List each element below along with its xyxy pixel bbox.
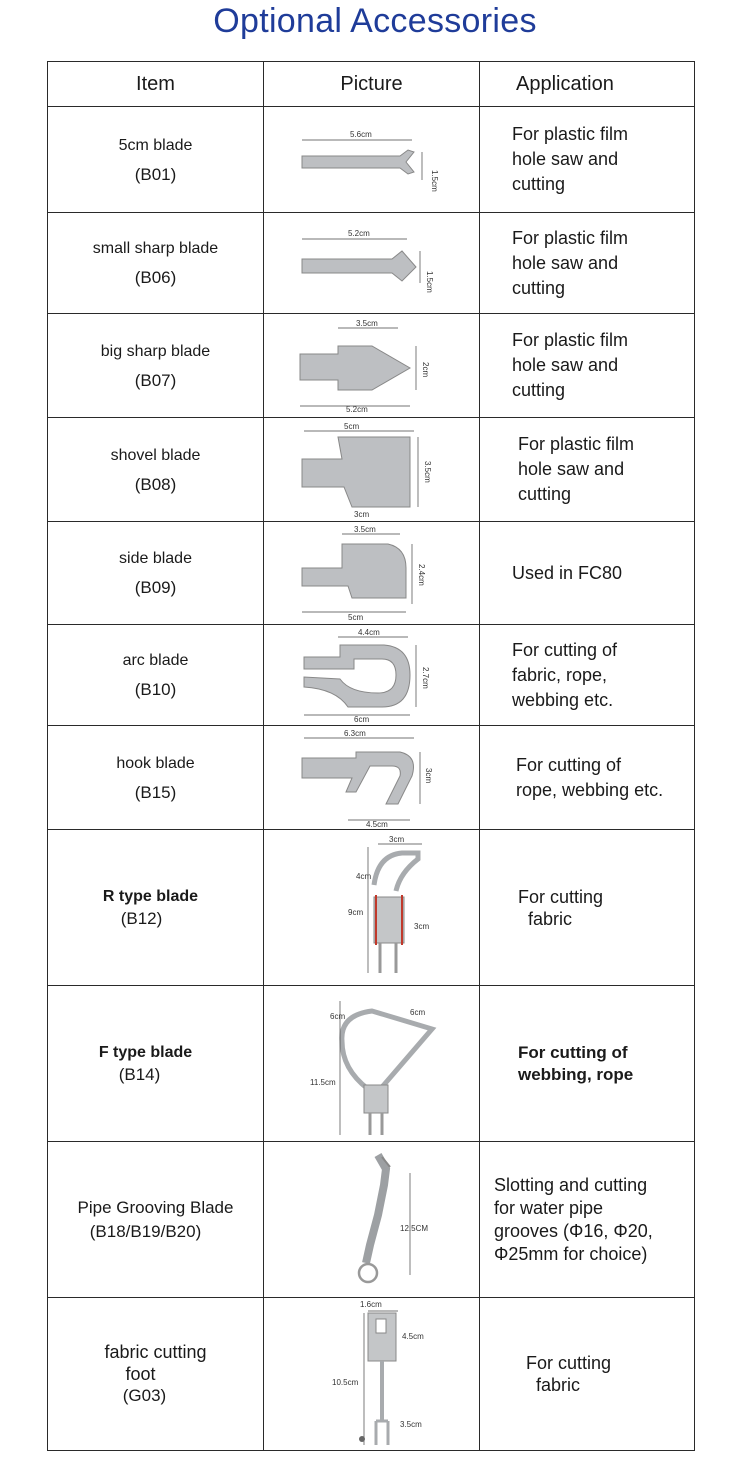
item-cell	[48, 726, 264, 830]
application-cell	[480, 522, 695, 625]
header-picture: Picture	[264, 62, 480, 107]
item-code: (B10)	[134, 680, 177, 699]
dim-label: 5cm	[347, 613, 363, 622]
item-code: (B09)	[134, 578, 177, 597]
application-line: for water pipe	[494, 1197, 604, 1218]
item-cell	[48, 986, 264, 1142]
dim-label: 1.5cm	[424, 271, 434, 293]
picture-cell	[264, 418, 480, 522]
dim-label: 5.2cm	[345, 404, 368, 414]
application-cell	[480, 1142, 695, 1298]
item-code: (B06)	[134, 268, 177, 287]
application-cell	[480, 107, 695, 213]
small-sharp-blade-icon	[282, 223, 462, 303]
dim-label: 3.5cm	[422, 460, 432, 483]
application-cell	[480, 418, 695, 522]
dim-label: 3cm	[388, 834, 404, 844]
application-line: rope, webbing etc.	[516, 779, 664, 800]
dim-label: 3cm	[413, 921, 429, 931]
item-code: (B07)	[134, 370, 177, 390]
picture-cell	[264, 522, 480, 625]
fabric-cutting-foot-icon	[282, 1299, 462, 1449]
application-line: cutting	[512, 380, 566, 400]
application-line: fabric, rope,	[512, 664, 608, 685]
application-line: For cutting of	[516, 754, 622, 775]
dim-label: 1.6cm	[359, 1300, 382, 1309]
item-code: (B18/B19/B20)	[89, 1221, 202, 1241]
application-cell	[480, 314, 695, 418]
dim-label: 2cm	[420, 361, 430, 377]
dim-label: 4.5cm	[401, 1332, 424, 1341]
picture-cell	[264, 1298, 480, 1451]
dim-label: 1.5cm	[429, 169, 439, 192]
picture-cell	[264, 986, 480, 1142]
application-line: hole saw and	[512, 252, 619, 273]
table-row	[48, 213, 695, 314]
item-cell	[48, 213, 264, 314]
dim-label: 12.5CM	[399, 1223, 428, 1233]
picture-cell	[264, 726, 480, 830]
table-row	[48, 418, 695, 522]
application-line: For plastic film	[512, 124, 629, 144]
picture-cell	[264, 625, 480, 726]
item-cell	[48, 314, 264, 418]
application-line: Used in FC80	[512, 562, 623, 583]
item-code: (B01)	[134, 164, 177, 184]
item-cell	[48, 107, 264, 213]
side-blade-icon	[282, 524, 462, 622]
application-line: For cutting of	[518, 1042, 628, 1062]
application-line: hole saw and	[512, 355, 619, 375]
table-row	[48, 522, 695, 625]
item-name: F type blade	[98, 1043, 193, 1061]
hook-blade-icon	[282, 728, 462, 828]
item-cell	[48, 830, 264, 986]
application-line: For cutting of	[512, 639, 618, 660]
application-cell	[480, 1298, 695, 1451]
dim-label: 3cm	[353, 509, 369, 519]
arc-blade-icon	[282, 627, 462, 723]
application-line: cutting	[512, 174, 566, 194]
application-cell	[480, 625, 695, 726]
item-code: (G03)	[122, 1386, 167, 1405]
big-sharp-blade-icon	[282, 318, 462, 414]
dim-label: 10.5cm	[331, 1378, 358, 1387]
item-code: (B15)	[134, 782, 177, 802]
item-name: hook blade	[116, 754, 195, 772]
5cm-blade-icon	[282, 120, 462, 200]
application-line: cutting	[512, 277, 566, 298]
dim-label: 3.5cm	[399, 1420, 422, 1429]
application-line: hole saw and	[518, 459, 625, 479]
shovel-blade-icon	[282, 421, 462, 519]
dim-label: 5.2cm	[347, 229, 370, 238]
dim-label: 6cm	[353, 715, 369, 723]
picture-cell	[264, 830, 480, 986]
dim-label: 6.3cm	[343, 728, 366, 738]
table-row	[48, 1142, 695, 1298]
picture-cell	[264, 1142, 480, 1298]
dim-label: 6cm	[409, 1007, 425, 1017]
table-row	[48, 625, 695, 726]
picture-cell	[264, 107, 480, 213]
application-line: cutting	[518, 484, 572, 504]
item-code: (B12)	[120, 908, 163, 928]
application-line: For cutting	[526, 1353, 612, 1373]
application-cell	[480, 830, 695, 986]
table-row	[48, 107, 695, 213]
dim-label: 3.5cm	[353, 525, 376, 534]
item-cell	[48, 418, 264, 522]
item-name: Pipe Grooving Blade	[77, 1197, 234, 1217]
dim-label: 4.5cm	[365, 819, 388, 828]
application-line: fabric	[528, 908, 573, 929]
application-line: hole saw and	[512, 149, 619, 169]
pipe-grooving-blade-icon	[282, 1145, 462, 1295]
application-cell	[480, 213, 695, 314]
application-line: fabric	[536, 1375, 581, 1395]
item-name-line2: foot	[125, 1364, 156, 1384]
application-line: For plastic film	[518, 434, 635, 454]
dim-label: 2.7cm	[420, 667, 430, 689]
application-line: grooves (Φ16, Φ20,	[494, 1220, 653, 1241]
application-cell	[480, 986, 695, 1142]
f-type-blade-icon	[282, 989, 462, 1139]
header-item: Item	[48, 62, 264, 107]
dim-label: 6cm	[329, 1011, 345, 1021]
item-cell	[48, 1142, 264, 1298]
r-type-blade-icon	[282, 833, 462, 983]
item-name: big sharp blade	[100, 342, 211, 360]
item-code: (B14)	[118, 1064, 161, 1084]
item-code: (B08)	[134, 474, 177, 494]
item-name: fabric cutting	[104, 1342, 207, 1362]
item-name: small sharp blade	[92, 240, 219, 257]
application-line: For cutting	[518, 886, 604, 907]
table-row	[48, 314, 695, 418]
application-line: Φ25mm for choice)	[494, 1243, 648, 1264]
dim-label: 2.4cm	[416, 564, 426, 586]
page-title: Optional Accessories	[213, 2, 537, 40]
table-row	[48, 830, 695, 986]
table-row	[48, 986, 695, 1142]
application-line: webbing etc.	[512, 689, 614, 710]
item-cell	[48, 522, 264, 625]
picture-cell	[264, 314, 480, 418]
item-cell	[48, 625, 264, 726]
dim-label: 5cm	[343, 421, 359, 431]
application-line: For plastic film	[512, 227, 629, 248]
dim-label: 4.4cm	[357, 628, 380, 637]
item-name: side blade	[119, 550, 192, 567]
item-name: arc blade	[122, 652, 189, 669]
table-row	[48, 726, 695, 830]
item-cell	[48, 1298, 264, 1451]
dim-label: 5.6cm	[349, 129, 372, 139]
application-line: webbing, rope	[518, 1064, 634, 1084]
dim-label: 11.5cm	[309, 1077, 336, 1087]
table-row	[48, 1298, 695, 1451]
dim-label: 9cm	[347, 907, 363, 917]
table-header-row	[48, 62, 695, 107]
dim-label: 4cm	[355, 871, 371, 881]
application-line: Slotting and cutting	[494, 1174, 648, 1195]
item-name: R type blade	[102, 887, 199, 905]
picture-cell	[264, 213, 480, 314]
dim-label: 3.5cm	[355, 318, 378, 328]
header-application: Application	[480, 62, 695, 107]
item-name: 5cm blade	[118, 136, 193, 154]
application-line: For plastic film	[512, 330, 629, 350]
item-name: shovel blade	[110, 446, 201, 464]
application-cell	[480, 726, 695, 830]
accessories-table	[47, 61, 695, 1451]
dim-label: 3cm	[423, 767, 433, 783]
